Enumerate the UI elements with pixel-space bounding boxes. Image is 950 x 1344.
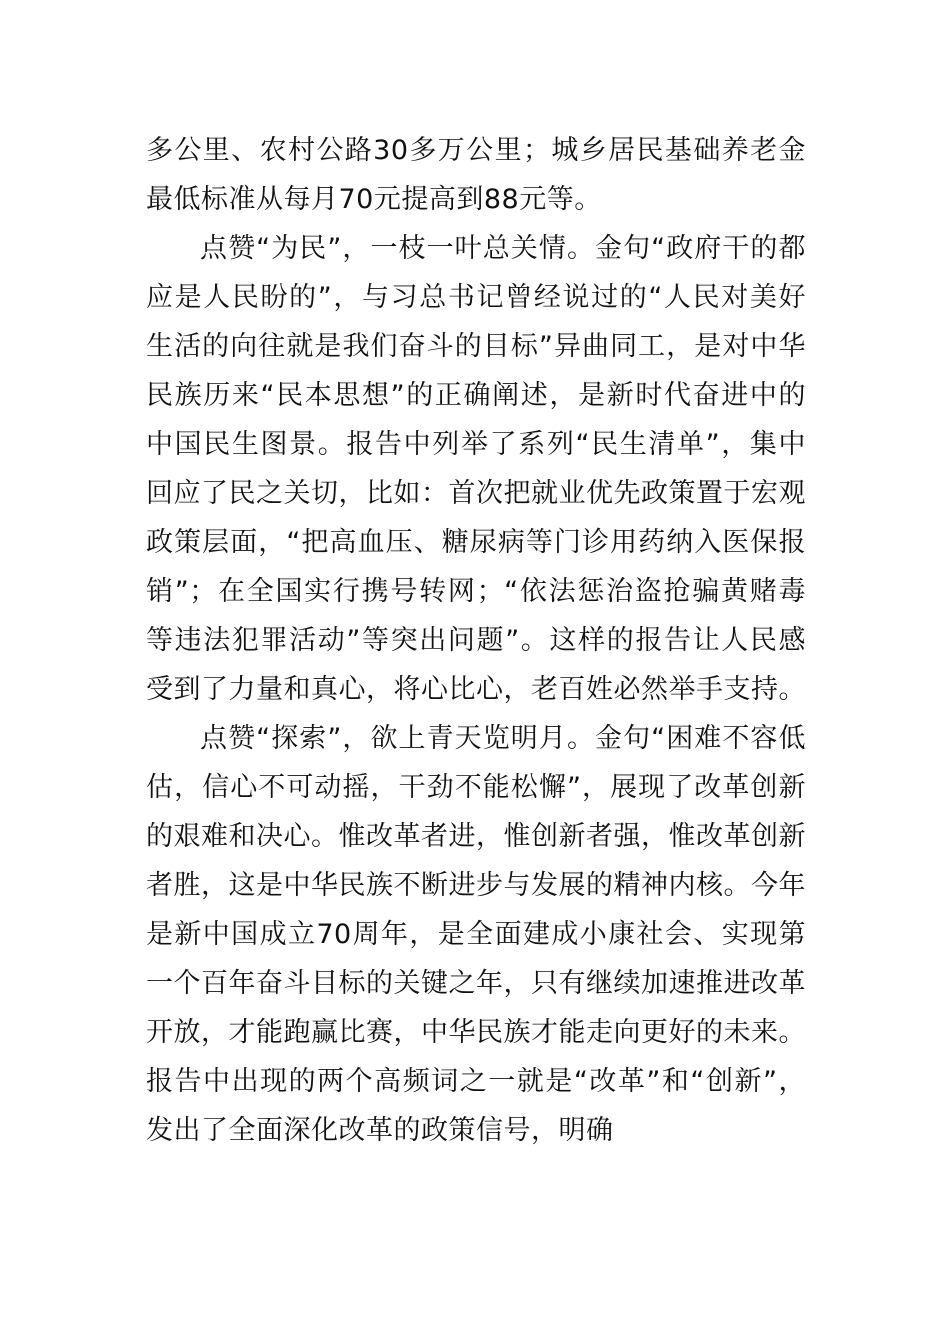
- paragraph-praise-for-exploration: 点赞“探索”，欲上青天览明月。金句“困难不容低估，信心不可动摇，干劲不能松懈”，展现了改革创新的艰难和决心。惟改革者进，惟创新者强，惟改革创新者胜，这是中华民族不断进步与发展的精神内核。今年是新中国成立70周年，是全面建成小康社会、实现第一个百年奋斗目标的关键之年，只有继续加速推进改革开放，才能跑赢比赛，中华民族才能走向更好的未来。报告中出现的两个高频词之一就是“改革”和“创新”，发出了全面深化改革的政策信号，明确: [146, 723, 806, 1146]
- document-body: [146, 126, 806, 1155]
- paragraph-continuation: 多公里、农村公路30多万公里；城乡居民基础养老金最低标准从每月70元提高到88元等。: [146, 135, 806, 215]
- paragraph-praise-for-people: 点赞“为民”，一枝一叶总关情。金句“政府干的都应是人民盼的”，与习总书记曾经说过的“人民对美好生活的向往就是我们奋斗的目标”异曲同工，是对中华民族历来“民本思想”的正确阐述，是新时代奋进中的中国民生图景。报告中列举了系列“民生清单”，集中回应了民之关切，比如：首次把就业优先政策置于宏观政策层面，“把高血压、糖尿病等门诊用药纳入医保报销”；在全国实行携号转网；“依法惩治盗抢骗黄赌毒等违法犯罪活动”等突出问题”。这样的报告让人民感受到了力量和真心，将心比心，老百姓必然举手支持。: [146, 233, 806, 705]
